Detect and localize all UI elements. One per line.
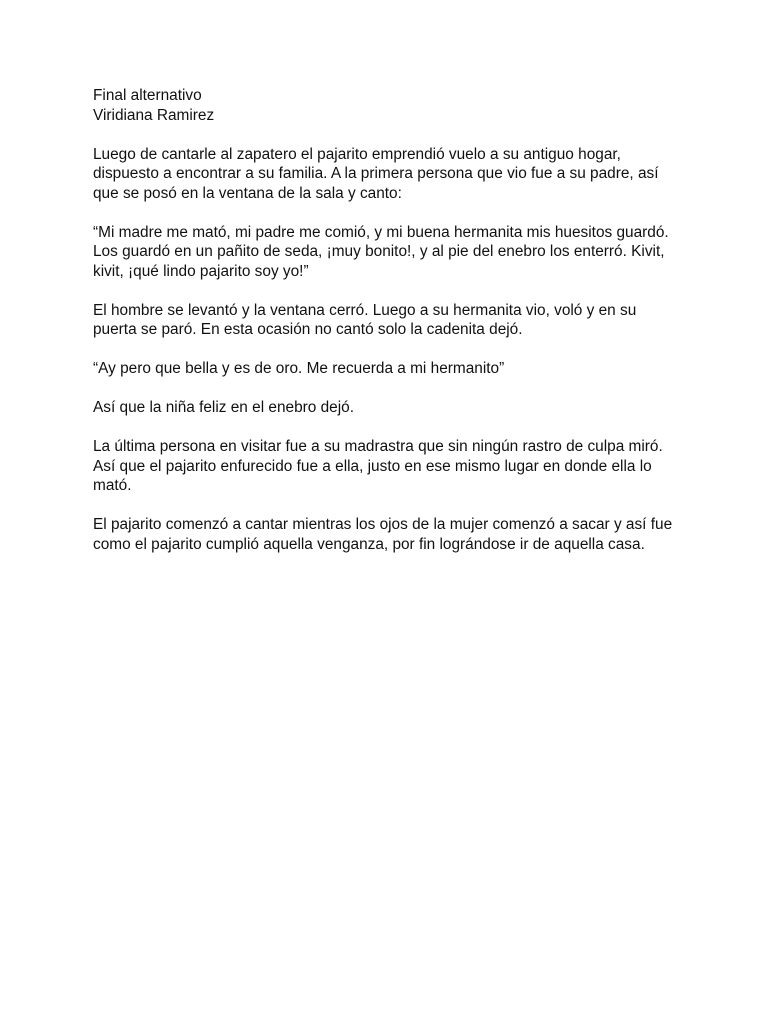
paragraph: “Mi madre me mató, mi padre me comió, y mi buena hermanita mis huesitos guardó. Los guardó en un pañito de seda, ¡muy bonito!, y al pie del enebro los enterró. Kivit, kivit, ¡qué lindo pajarito soy yo!” <box>93 223 669 280</box>
document-body <box>93 86 683 574</box>
document-header <box>93 86 683 125</box>
paragraph: Luego de cantarle al zapatero el pajarito emprendió vuelo a su antiguo hogar, dispuesto a encontrar a su familia. A la primera persona que vio fue a su padre, así que se posó en la ventana de la sala y canto: <box>93 145 659 202</box>
paragraph: El hombre se levantó y la ventana cerró. Luego a su hermanita vio, voló y en su puerta se paró. En esta ocasión no cantó solo la cadenita dejó. <box>93 301 637 338</box>
paragraph: Así que la niña feliz en el enebro dejó. <box>93 399 354 416</box>
paragraph: La última persona en visitar fue a su madrastra que sin ningún rastro de culpa miró. Así que el pajarito enfurecido fue a ella, justo en ese mismo lugar en donde ella lo mató. <box>93 438 663 494</box>
paragraph: “Ay pero que bella y es de oro. Me recuerda a mi hermanito” <box>93 360 505 377</box>
paragraph: El pajarito comenzó a cantar mientras los ojos de la mujer comenzó a sacar y así fue como el pajarito cumplió aquella venganza, por fin lográndose ir de aquella casa. <box>93 516 673 553</box>
document-title: Final alternativo <box>93 87 202 104</box>
document-author: Viridiana Ramirez <box>93 106 215 124</box>
